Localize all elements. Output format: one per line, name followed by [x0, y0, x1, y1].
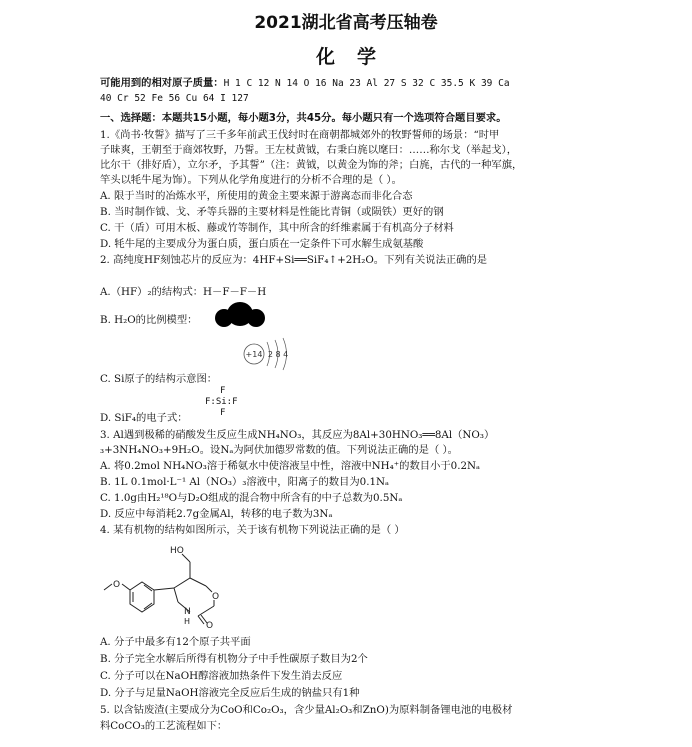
section-heading: 一、选择题：本题共15小题，每小题3分，共45分。每小题只有一个选项符合题目要求。 — [100, 112, 507, 124]
exam-title: 2021湖北省高考压轴卷 — [254, 13, 438, 33]
si-shell-electrons: 2 8 4 — [267, 350, 289, 359]
water-space-filling-model — [212, 302, 268, 332]
q3-option-b: B. 1L 0.1mol·L⁻¹ Al（NO₃）₃溶液中，阳离子的数目为0.1Nₐ — [100, 476, 390, 488]
methoxy-oxygen-label: O — [113, 580, 121, 590]
carbonyl-oxygen-label: O — [206, 621, 214, 628]
atomic-masses-line2: 40 Cr 52 Fe 56 Cu 64 I 127 — [100, 93, 249, 104]
q5-stem-line2: 料CoCO₃的工艺流程如下： — [100, 720, 228, 732]
q4-option-c: C. 分子可以在NaOH醇溶液加热条件下发生消去反应 — [100, 670, 343, 682]
q2-option-d: D. SiF₄的电子式： — [100, 412, 188, 424]
q4-option-a: A. 分子中最多有12个原子共平面 — [100, 636, 251, 648]
sif4-top: F — [220, 386, 226, 396]
q5-stem-line1: 5. 以含钴废渣(主要成分为CoO和Co₂O₃，含少量Al₂O₃和ZnO)为原料制备锂电池的电极材 — [100, 704, 513, 716]
atomic-masses-label: 可能用到的相对原子质量： — [100, 77, 224, 89]
q1-stem-line3: 比尔干（排好盾），立尔矛，予其誓”（注：黄钺，以黄金为饰的斧；白旄，古代的一种军旗， — [100, 159, 523, 171]
subject-title: 化学 — [315, 46, 398, 68]
q2-stem: 2. 高纯度HF刻蚀芯片的反应为：4HF+Si══SiF₄↑+2H₂O。下列有关说法正确的是 — [100, 254, 488, 266]
q1-option-b: B. 当时制作钺、戈、矛等兵器的主要材料是性能比青铜（或陨铁）更好的钢 — [100, 206, 444, 218]
q3-stem-line2: ₃+3NH₄NO₃+9H₂O。设Nₐ为阿伏加德罗常数的值。下列说法正确的是（ ）。 — [100, 444, 458, 456]
q1-stem-line2: 子昧爽，王朝至于商郊牧野，乃誓。王左杖黄钺，右秉白旄以麾曰：……称尔戈（举起戈）， — [100, 144, 518, 156]
q2-option-b: B. H₂O的比例模型： — [100, 314, 198, 326]
q4-option-b: B. 分子完全水解后所得有机物分子中手性碳原子数目为2个 — [100, 653, 368, 665]
si-nucleus-label: +14 — [245, 350, 263, 359]
q1-option-c: C. 干（盾）可用木板、藤或竹等制作，其中所含的纤维素属于有机高分子材料 — [100, 222, 454, 234]
q3-option-d: D. 反应中每消耗2.7g金属Al，转移的电子数为3Nₐ — [100, 508, 333, 520]
q1-stem-line4: 竿头以牦牛尾为饰）。下列从化学角度进行的分析不合理的是（ ）。 — [100, 174, 402, 186]
ring-oxygen-label: O — [212, 592, 220, 602]
q3-stem-line1: 3. Al遇到极稀的硝酸发生反应生成NH₄NO₃，其反应为8Al+30HNO₃══8Al（NO₃） — [100, 429, 495, 441]
organic-molecule-structure — [100, 540, 270, 628]
q4-stem: 4. 某有机物的结构如图所示，关于该有机物下列说法正确的是（ ） — [100, 524, 405, 536]
amide-nitrogen-label: N — [184, 607, 191, 617]
q3-option-a: A. 将0.2mol NH₄NO₃溶于稀氨水中使溶液呈中性，溶液中NH₄⁺的数目小于0.2Nₐ — [100, 460, 481, 472]
atomic-masses-line1 — [100, 76, 510, 91]
atomic-masses-values1: H 1 C 12 N 14 O 16 Na 23 Al 27 S 32 C 35.5 K 39 Ca — [223, 78, 510, 89]
si-atom-structure-diagram — [240, 330, 300, 380]
sif4-bottom: F — [220, 408, 226, 418]
q1-option-a: A. 限于当时的冶炼水平，所使用的黄金主要来源于游离态而非化合态 — [100, 190, 413, 202]
sif4-middle: F:Si:F — [205, 397, 238, 407]
q2-option-a: A.（HF）₂的结构式：H－F－F－H — [100, 286, 267, 298]
q3-option-c: C. 1.0g由H₂¹⁸O与D₂O组成的混合物中所含有的中子总数为0.5Nₐ — [100, 492, 403, 504]
q1-stem-line1: 1.《尚书·牧誓》描写了三千多年前武王伐纣时在商朝都城郊外的牧野誓师的场景：“时甲 — [100, 129, 500, 141]
amide-hydrogen-label: H — [184, 617, 191, 626]
hydroxyl-label: HO — [170, 546, 184, 556]
q4-option-d: D. 分子与足量NaOH溶液完全反应后生成的钠盐只有1种 — [100, 687, 360, 699]
q2-option-c: C. Si原子的结构示意图： — [100, 373, 218, 385]
q1-option-d: D. 牦牛尾的主要成分为蛋白质，蛋白质在一定条件下可水解生成氨基酸 — [100, 238, 424, 250]
